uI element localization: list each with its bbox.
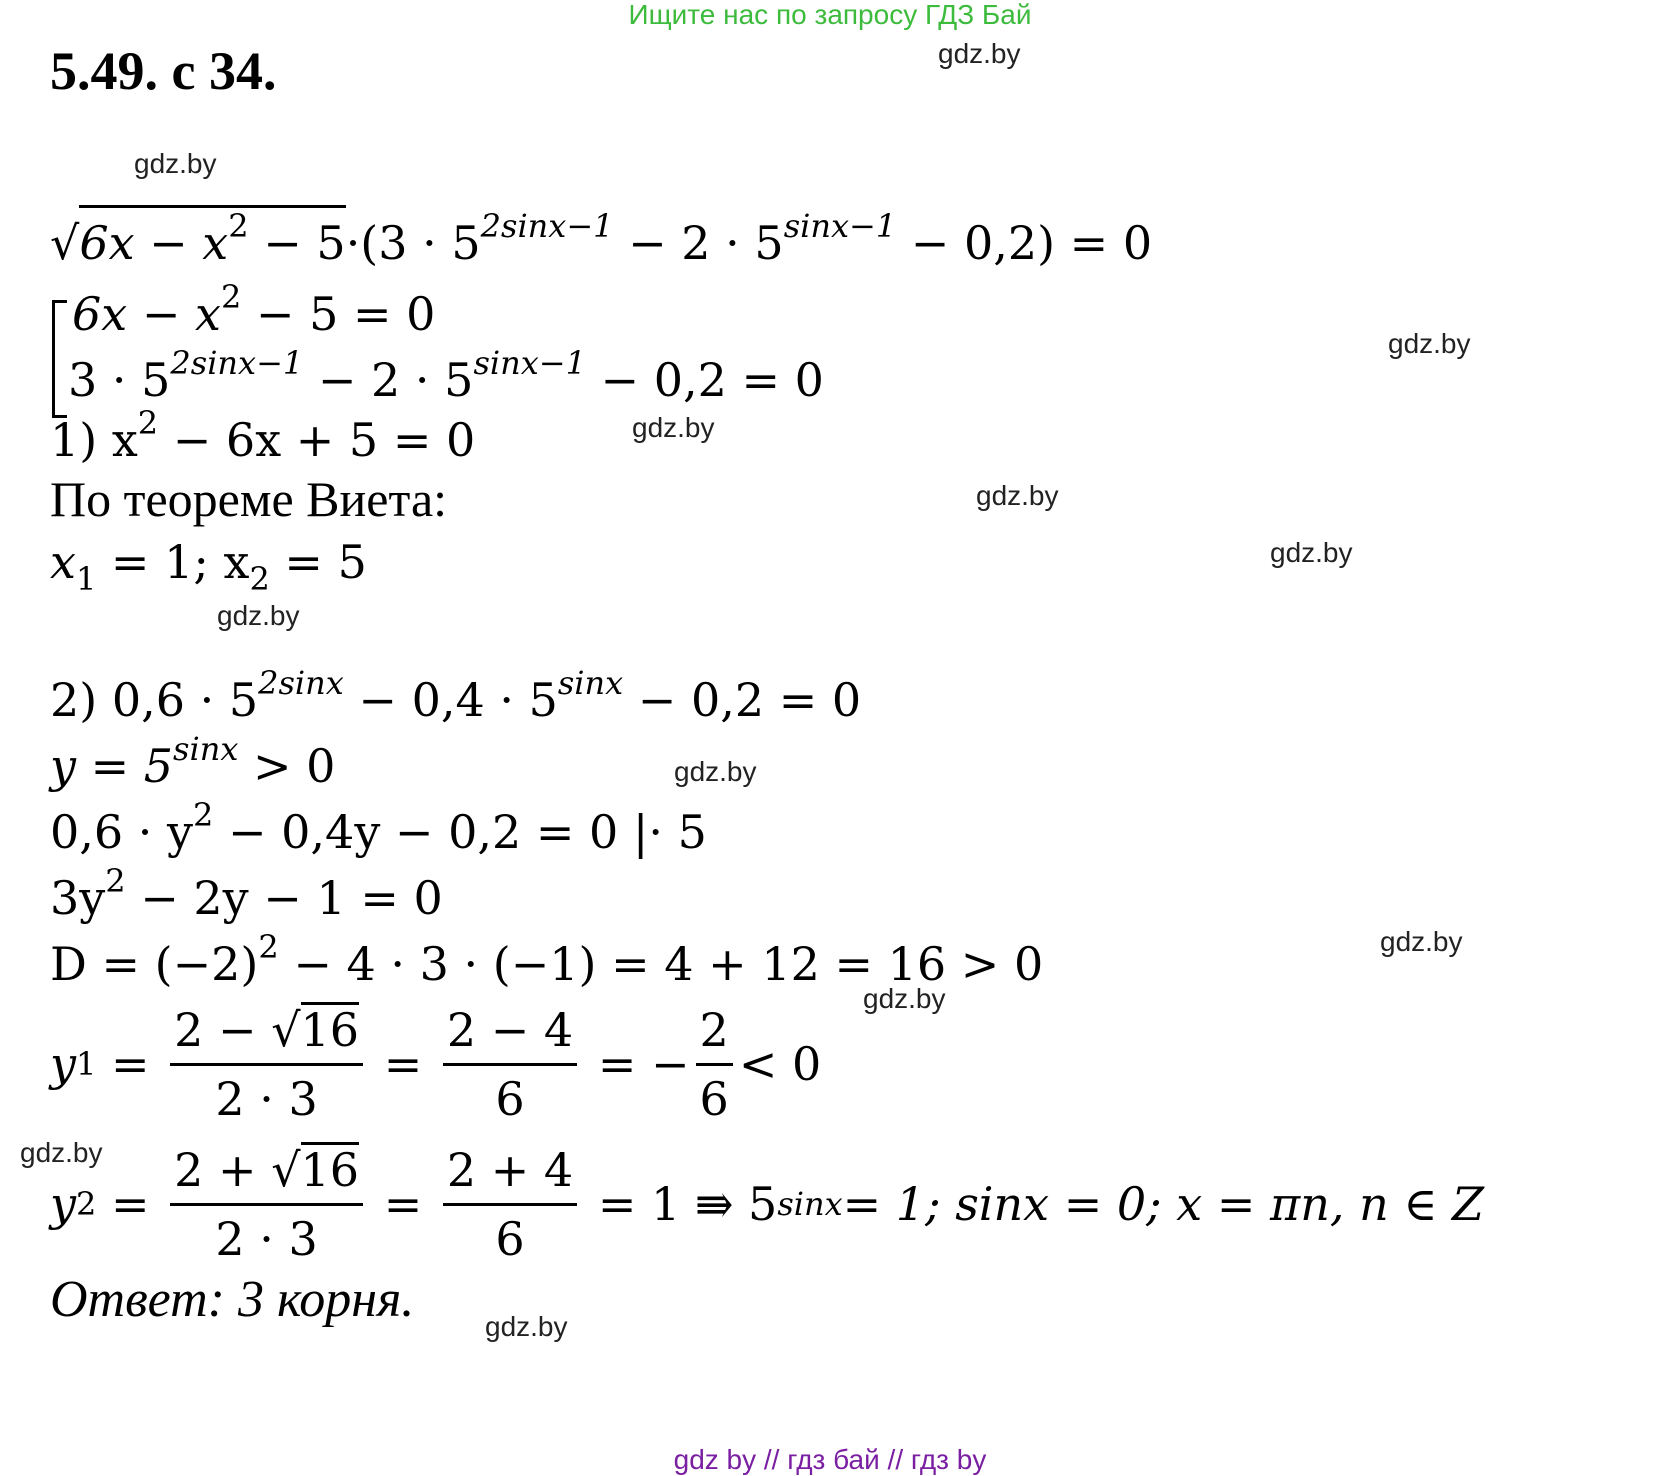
vieta-heading: По теореме Виета: (50, 471, 448, 527)
system-line-2: $3 \cdot 5^{2sinx-1} - 2 \cdot 5^{sinx-1} - 0,2 = 0$ (68, 344, 824, 407)
watermark: gdz.by (863, 983, 946, 1014)
quadratic-line-2: $3y^2 - 2y - 1 = 0$ (50, 862, 443, 925)
step-2-equation: 2) $0,6 \cdot 5^{2sinx} - 0,4 \cdot 5^{sinx} - 0,2 = 0$ (50, 664, 862, 727)
answer-line: Ответ: 3 корня. (50, 1271, 415, 1328)
watermark: gdz.by (976, 480, 1059, 511)
watermark: gdz.by (134, 148, 217, 179)
footer-links[interactable]: gdz by // гдз бай // гдз by (673, 1444, 987, 1475)
system-line-1: $6x - x^2 - 5 = 0$ (72, 278, 436, 341)
y2-line: y 2 = $\frac{2 + √16}{2 \cdot 3}$ = $\frac{2 + 4}{6}$ = 1 ⇛ 5 sinx = 1; sinx = 0; x = πn, n ∈ Z (50, 1142, 1484, 1266)
step-1-equation: 1) $x^2 - 6x + 5 = 0$ (50, 404, 476, 467)
y2-fraction-1: $\frac{2 + √16}{2 \cdot 3}$ (170, 1142, 363, 1266)
system-bracket (52, 300, 67, 418)
y1-fraction-1: $\frac{2 - √16}{2 \cdot 3}$ (170, 1002, 363, 1126)
watermark: gdz.by (485, 1311, 568, 1342)
discriminant-line: $D = (-2)^2 - 4 \cdot 3 \cdot (-1) = 4 + 12 = 16 > 0$ (50, 928, 1044, 991)
watermark: gdz.by (217, 600, 300, 631)
y2-fraction-2: $\frac{2 + 4}{6}$ (443, 1143, 577, 1266)
watermark: gdz.by (938, 38, 1021, 69)
y1-line: y 1 = $\frac{2 - √16}{2 \cdot 3}$ = $\frac{2 - 4}{6}$ = − $\frac{2}{6}$ < 0 (50, 1002, 822, 1126)
substitution-line: $y = 5^{sinx} > 0$ (50, 730, 336, 793)
roots-line: $x_1 = 1$; $x_2 = 5$ (50, 535, 367, 598)
y1-fraction-2: $\frac{2 - 4}{6}$ (443, 1003, 577, 1126)
watermark: gdz.by (632, 412, 715, 443)
y1-fraction-3: $\frac{2}{6}$ (696, 1003, 733, 1126)
watermark: gdz.by (1388, 328, 1471, 359)
quadratic-line-1: $0,6 \cdot y^2 - 0,4y - 0,2 = 0$ |· 5 (50, 796, 707, 859)
main-equation: $√6x - x^2 - 5\cdot(3 \cdot 5^{2sinx-1} - 2 \cdot 5^{sinx-1} - 0,2) = 0$ (50, 207, 1153, 270)
problem-title: 5.49. с 34. (50, 41, 277, 101)
watermark: gdz.by (1270, 537, 1353, 568)
watermark: gdz.by (20, 1137, 103, 1168)
top-banner[interactable]: Ищите нас по запросу ГДЗ Бай (628, 0, 1032, 30)
watermark: gdz.by (1380, 926, 1463, 957)
watermark: gdz.by (674, 756, 757, 787)
